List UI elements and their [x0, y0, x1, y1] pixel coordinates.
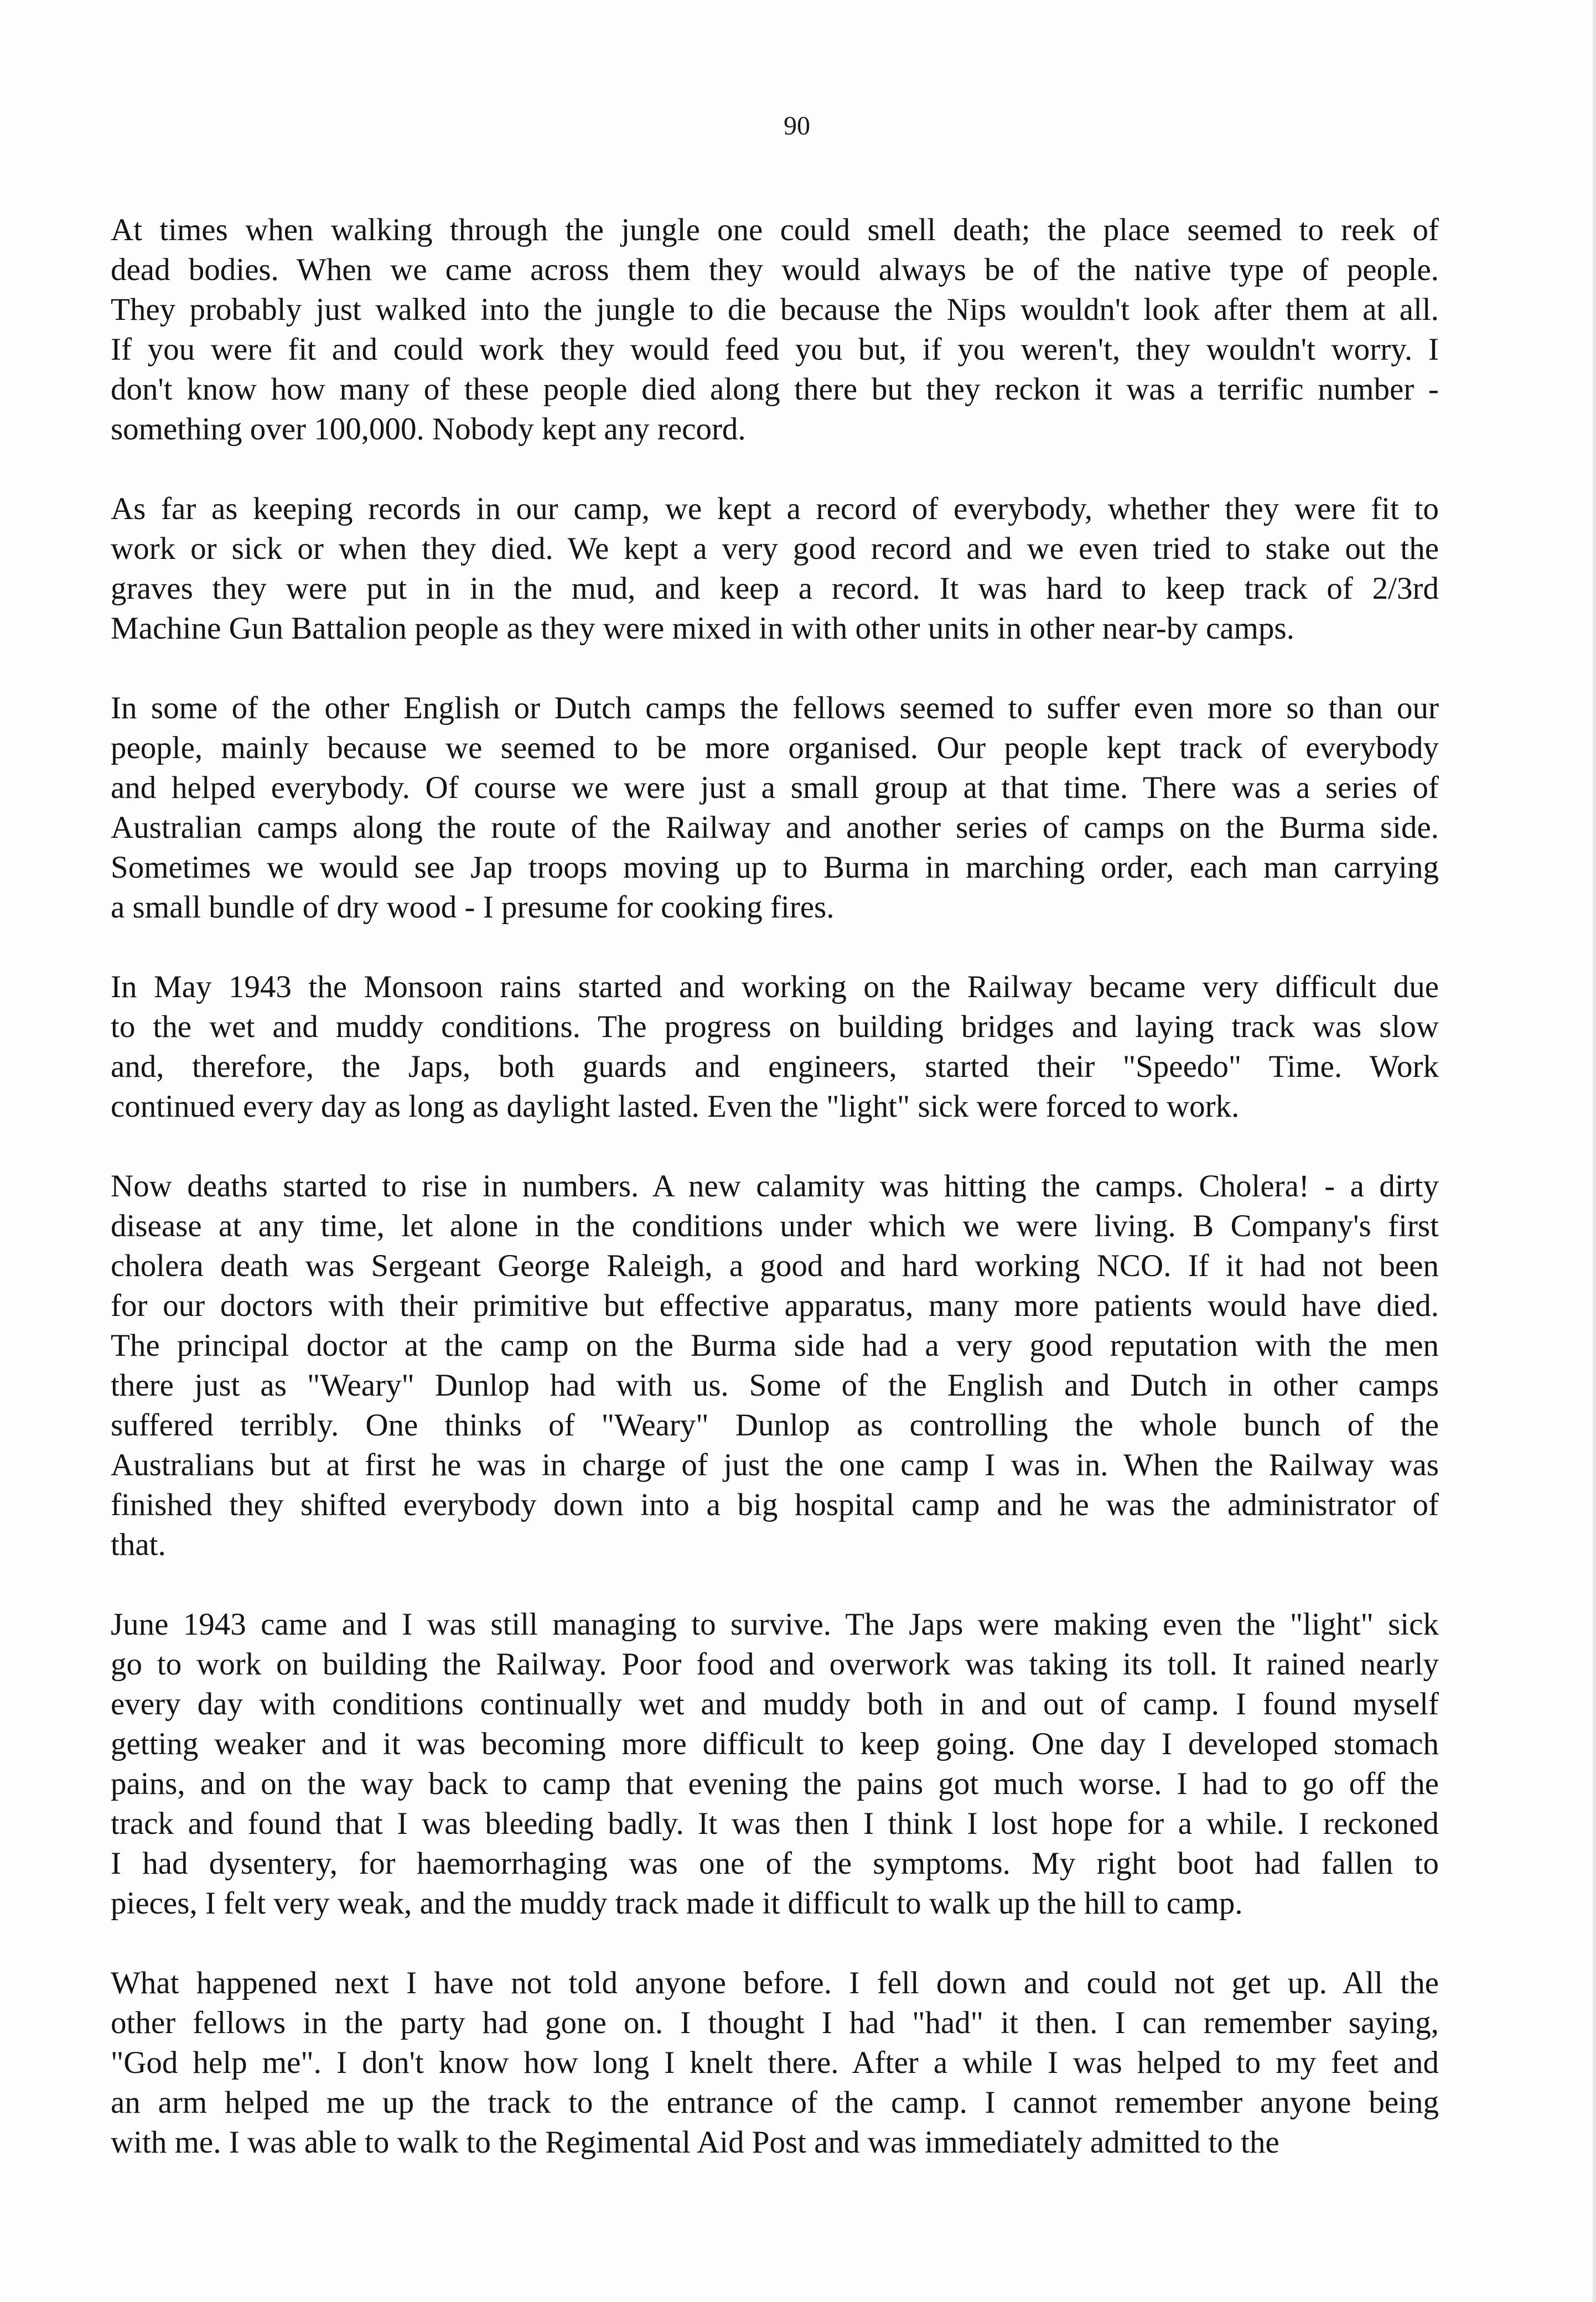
text-line: continued every day as long as daylight lasted. Even the "light" sick were forced to work. — [111, 1089, 1240, 1124]
text-line: getting weaker and it was becoming more difficult to keep going. One day I developed stomach — [111, 1726, 1439, 1761]
text-line: pieces, I felt very weak, and the muddy track made it difficult to walk up the hill to camp. — [111, 1886, 1243, 1921]
text-line: They probably just walked into the jungle to die because the Nips wouldn't look after them at all. — [111, 292, 1439, 327]
page-number: 90 — [784, 111, 810, 141]
text-line: At times when walking through the jungle one could smell death; the place seemed to reek of — [111, 212, 1439, 247]
text-line: a small bundle of dry wood - I presume for cooking fires. — [111, 890, 835, 925]
text-line: Australian camps along the route of the Railway and another series of camps on the Burma side. — [111, 810, 1439, 845]
text-line: there just as "Weary" Dunlop had with us. Some of the English and Dutch in other camps — [111, 1368, 1439, 1403]
text-line: and, therefore, the Japs, both guards and engineers, started their "Speedo" Time. Work — [111, 1049, 1439, 1084]
text-line: suffered terribly. One thinks of "Weary" Dunlop as controlling the whole bunch of the — [111, 1408, 1439, 1443]
paragraph — [111, 1166, 1439, 1565]
text-line: other fellows in the party had gone on. I thought I had "had" it then. I can remember saying, — [111, 2005, 1439, 2040]
text-line: pains, and on the way back to camp that evening the pains got much worse. I had to go off the — [111, 1766, 1439, 1801]
text-line: cholera death was Sergeant George Raleigh, a good and hard working NCO. If it had not been — [111, 1248, 1439, 1283]
text-line: Machine Gun Battalion people as they were mixed in with other units in other near-by camps. — [111, 611, 1294, 646]
text-line: something over 100,000. Nobody kept any record. — [111, 412, 746, 447]
text-line: finished they shifted everybody down into a big hospital camp and he was the administrator of — [111, 1487, 1439, 1522]
text-line: Australians but at first he was in charge of just the one camp I was in. When the Railway was — [111, 1448, 1439, 1482]
text-line: What happened next I have not told anyone before. I fell down and could not get up. All the — [111, 1966, 1439, 2000]
text-line: I had dysentery, for haemorrhaging was one of the symptoms. My right boot had fallen to — [111, 1846, 1439, 1881]
text-line: work or sick or when they died. We kept a very good record and we even tried to stake out the — [111, 531, 1439, 566]
text-line: don't know how many of these people died along there but they reckon it was a terrific number - — [111, 372, 1439, 407]
text-line: an arm helped me up the track to the entrance of the camp. I cannot remember anyone being — [111, 2085, 1439, 2120]
text-line: disease at any time, let alone in the conditions under which we were living. B Company's first — [111, 1209, 1439, 1243]
text-line: In May 1943 the Monsoon rains started and working on the Railway became very difficult due — [111, 969, 1439, 1004]
paragraph — [111, 967, 1439, 1127]
text-line: If you were fit and could work they would feed you but, if you weren't, they wouldn't worry. I — [111, 332, 1439, 367]
text-line: Now deaths started to rise in numbers. A new calamity was hitting the camps. Cholera! - a dirty — [111, 1169, 1439, 1204]
text-line: that. — [111, 1527, 166, 1562]
text-line: graves they were put in in the mud, and keep a record. It was hard to keep track of 2/3rd — [111, 571, 1439, 606]
text-line: with me. I was able to walk to the Regimental Aid Post and was immediately admitted to the — [111, 2125, 1279, 2160]
text-line: to the wet and muddy conditions. The progress on building bridges and laying track was slow — [111, 1009, 1439, 1044]
text-line: track and found that I was bleeding badly. It was then I think I lost hope for a while. I reckoned — [111, 1806, 1439, 1841]
text-line: dead bodies. When we came across them they would always be of the native type of people. — [111, 252, 1439, 287]
text-line: The principal doctor at the camp on the Burma side had a very good reputation with the men — [111, 1328, 1439, 1363]
paragraph — [111, 1605, 1439, 1923]
text-line: "God help me". I don't know how long I knelt there. After a while I was helped to my feet and — [111, 2045, 1439, 2080]
paragraph — [111, 210, 1439, 449]
text-line: Sometimes we would see Jap troops moving up to Burma in marching order, each man carrying — [111, 850, 1439, 885]
text-line: every day with conditions continually wet and muddy both in and out of camp. I found myself — [111, 1687, 1439, 1722]
text-line: go to work on building the Railway. Poor food and overwork was taking its toll. It rained nearly — [111, 1647, 1439, 1682]
paragraph — [111, 1963, 1439, 2163]
text-line: for our doctors with their primitive but effective apparatus, many more patients would have died. — [111, 1288, 1439, 1323]
text-line: and helped everybody. Of course we were just a small group at that time. There was a series of — [111, 770, 1439, 805]
paragraph — [111, 489, 1439, 649]
text-line: In some of the other English or Dutch camps the fellows seemed to suffer even more so than our — [111, 691, 1439, 725]
text-line: As far as keeping records in our camp, we kept a record of everybody, whether they were fit to — [111, 491, 1439, 526]
text-line: people, mainly because we seemed to be more organised. Our people kept track of everybody — [111, 730, 1439, 765]
body-text — [111, 210, 1439, 2202]
paragraph — [111, 688, 1439, 927]
text-line: June 1943 came and I was still managing to survive. The Japs were making even the "light" sick — [111, 1607, 1439, 1642]
scan-edge — [1593, 0, 1596, 2302]
